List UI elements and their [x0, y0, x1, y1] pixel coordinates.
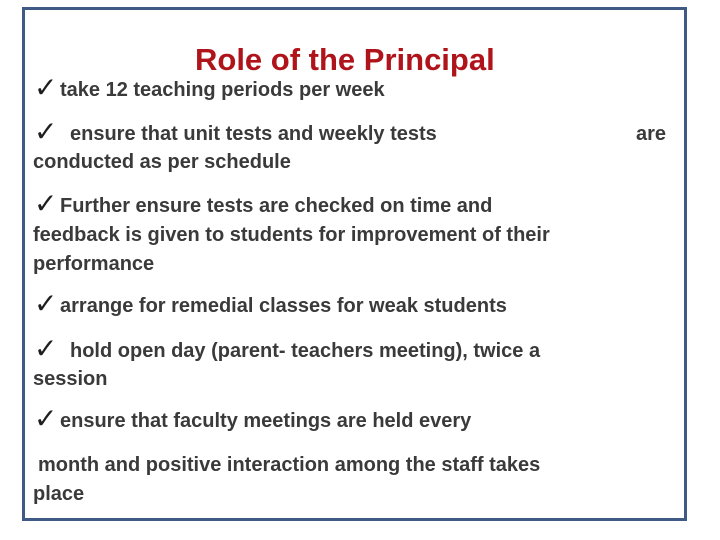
bullet-text: feedback is given to students for improvement of their: [33, 224, 550, 246]
checkmark-icon: ✓: [34, 115, 58, 148]
bullet-text: are: [636, 123, 667, 145]
bullet-text: hold open day (parent- teachers meeting), twice a: [70, 340, 541, 362]
bullet-text: Further ensure tests are checked on time and: [60, 195, 493, 217]
checkmark-icon: ✓: [34, 402, 58, 435]
checkmark-icon: ✓: [34, 187, 58, 220]
bullet-text: conducted as per schedule: [33, 151, 291, 173]
bullet-text: performance: [33, 253, 155, 275]
bullet-text: ensure that faculty meetings are held every: [60, 410, 472, 432]
bullet-text: arrange for remedial classes for weak students: [60, 295, 507, 317]
bullet-text: ensure that unit tests and weekly tests: [70, 123, 437, 145]
bullet-text: session: [33, 368, 108, 390]
slide-title: Role of the Principal: [195, 42, 495, 77]
checkmark-icon: ✓: [34, 332, 58, 365]
checkmark-icon: ✓: [34, 287, 58, 320]
bullet-text: take 12 teaching periods per week: [60, 79, 385, 101]
bullet-text: month and positive interaction among the staff takes: [38, 454, 541, 476]
checkmark-icon: ✓: [34, 71, 58, 104]
bullet-text: place: [33, 483, 85, 505]
